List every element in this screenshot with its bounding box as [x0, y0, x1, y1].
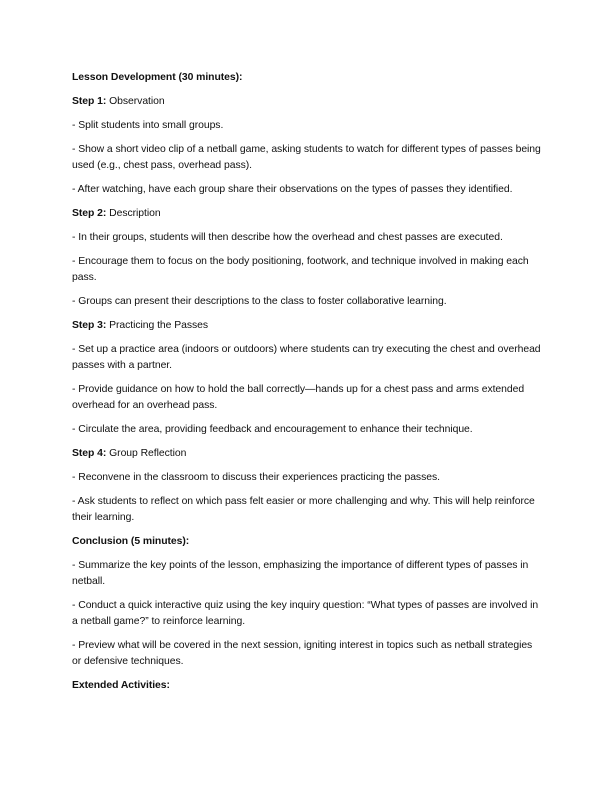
step-1-item: - Split students into small groups.: [72, 120, 224, 131]
step-1-item: - Show a short video clip of a netball game, asking students to watch for different types of passes being used (e.g., chest pass, overhead pass).: [72, 144, 541, 171]
step-4-item: - Ask students to reflect on which pass felt easier or more challenging and why. This will help reinforce their learning.: [72, 496, 535, 523]
conclusion-item: - Preview what will be covered in the next session, igniting interest in topics such as netball strategies or defensive techniques.: [72, 640, 533, 667]
step-4-title: Group Reflection: [106, 448, 187, 459]
step-2-title: Description: [106, 208, 161, 219]
step-1-item: - After watching, have each group share their observations on the types of passes they identified.: [72, 184, 513, 195]
step-2-item: - Groups can present their descriptions to the class to foster collaborative learning.: [72, 296, 447, 307]
conclusion-item: - Conduct a quick interactive quiz using the key inquiry question: “What types of passes are involved in a netball game?” to reinforce learning.: [72, 600, 539, 627]
step-1-title: Observation: [106, 96, 165, 107]
step-3-item: - Circulate the area, providing feedback and encouragement to enhance their technique.: [72, 424, 473, 435]
step-2-heading: [72, 206, 542, 222]
conclusion-heading: Conclusion (5 minutes):: [72, 536, 190, 547]
step-1-heading: [72, 94, 542, 110]
conclusion-item: - Summarize the key points of the lesson, emphasizing the importance of different types of passes in netball.: [72, 560, 529, 587]
step-2-item: - Encourage them to focus on the body positioning, footwork, and technique involved in making each pass.: [72, 256, 529, 283]
step-3-heading: [72, 318, 542, 334]
step-2-label: Step 2:: [72, 208, 107, 219]
step-4-label: Step 4:: [72, 448, 107, 459]
extended-activities-heading: Extended Activities:: [72, 680, 170, 691]
step-4-heading: [72, 446, 542, 462]
step-3-item: - Set up a practice area (indoors or outdoors) where students can try executing the chest and overhead passes with a partner.: [72, 344, 541, 371]
document-page: [72, 70, 542, 702]
step-3-title: Practicing the Passes: [106, 320, 208, 331]
lesson-development-heading: Lesson Development (30 minutes):: [72, 72, 243, 83]
step-3-item: - Provide guidance on how to hold the ball correctly—hands up for a chest pass and arms extended overhead for an overhead pass.: [72, 384, 525, 411]
step-1-label: Step 1:: [72, 96, 107, 107]
step-3-label: Step 3:: [72, 320, 107, 331]
step-2-item: - In their groups, students will then describe how the overhead and chest passes are executed.: [72, 232, 503, 243]
step-4-item: - Reconvene in the classroom to discuss their experiences practicing the passes.: [72, 472, 440, 483]
